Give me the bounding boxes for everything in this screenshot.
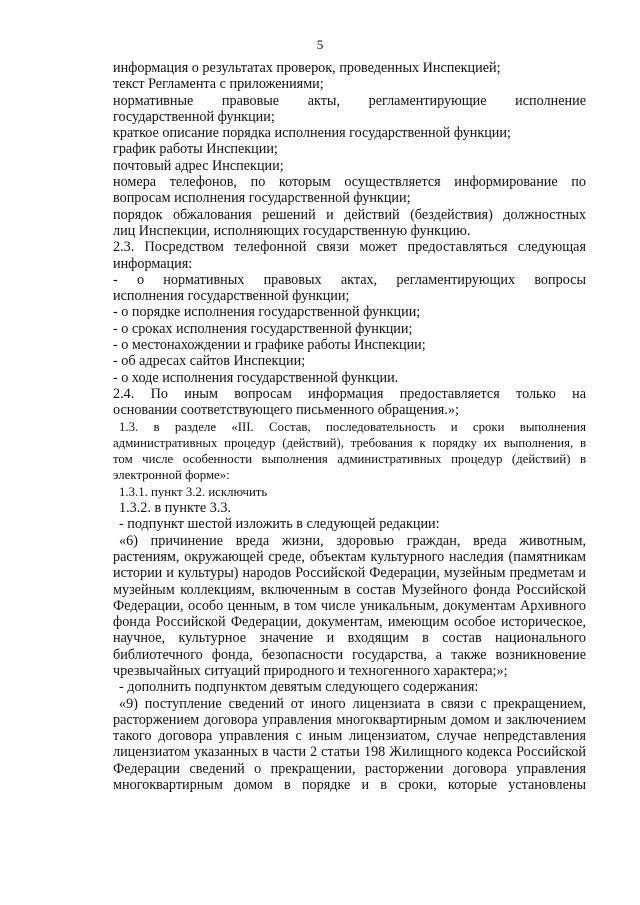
text-line: электронной форме»: — [113, 468, 230, 483]
text-line: - о ходе исполнения государственной функции. — [113, 369, 399, 386]
text-line: 1.3.1. пункт 3.2. исключить — [119, 484, 268, 499]
text-line: растениям, окружающей среде, объектам культурного наследия (памятникам — [113, 548, 586, 565]
text-line: библиотечного фонда, безопасности государства, а также возникновение — [113, 646, 586, 663]
text-line: лицензиатом указанных в части 2 статьи 198 Жилищного кодекса Российской — [113, 744, 586, 761]
text-line: истории и культуры) народов Российской Федерации, музейным предметам и — [113, 565, 586, 582]
text-line: текст Регламента с приложениями; — [113, 76, 324, 93]
text-line: - о порядке исполнения государственной функции; — [113, 304, 421, 321]
text-line: порядок обжалования решений и действий (бездействия) должностных — [113, 206, 586, 223]
text-line: музейным коллекциям, включенным в состав Музейного фонда Российской — [113, 581, 586, 598]
text-line: краткое описание порядка исполнения государственной функции; — [113, 125, 511, 142]
text-line: - дополнить подпунктом девятым следующего содержания: — [119, 679, 479, 696]
text-line: вопросам исполнения государственной функции; — [113, 190, 411, 207]
text-line: 1.3. в разделе «III. Состав, последовательность и сроки выполнения — [119, 419, 586, 434]
text-line: 2.4. По иным вопросам информация предоставляется только на — [113, 385, 586, 402]
text-line: расторжением договора управления многоквартирным домом и заключением — [113, 711, 586, 728]
text-line: - о нормативных правовых актах, регламентирующих вопросы — [113, 271, 586, 288]
text-line: почтовый адрес Инспекции; — [113, 157, 284, 174]
text-line: - подпункт шестой изложить в следующей редакции: — [119, 516, 440, 533]
text-line: - о местонахождении и графике работы Инспекции; — [113, 337, 426, 354]
text-line: научное, культурное значение и входящим в состав национального — [113, 630, 586, 647]
text-line: график работы Инспекции; — [113, 141, 278, 158]
text-line: административных процедур (действий), требования к порядку их выполнения, в — [113, 435, 586, 450]
body-text — [113, 60, 586, 793]
text-line: 1.3.2. в пункте 3.3. — [119, 500, 232, 517]
text-line: 2.3. Посредством телефонной связи может предоставляться следующая — [113, 239, 586, 256]
text-line: чрезвычайных ситуаций природного и техногенного характера;»; — [113, 662, 508, 679]
text-line: основании соответствующего письменного обращения.»; — [113, 402, 459, 419]
text-line: - об адресах сайтов Инспекции; — [113, 353, 306, 370]
text-line: том числе особенности выполнения административных процедур (действий) в — [113, 452, 586, 467]
text-line: нормативные правовые акты, регламентирующие исполнение — [113, 92, 586, 109]
text-line: Федерации, особо ценным, в том числе уникальным, документам Архивного — [113, 597, 586, 614]
text-line: номера телефонов, по которым осуществляется информирование по — [113, 174, 586, 191]
text-line: информация о результатах проверок, проведенных Инспекцией; — [113, 60, 501, 76]
text-line: информация: — [113, 255, 193, 272]
text-line: многоквартирным домом в порядке и в сроки, которые установлены — [113, 777, 586, 794]
page-number: 5 — [316, 37, 324, 52]
text-line: - о сроках исполнения государственной функции; — [113, 320, 413, 337]
text-line: «6) причинение вреда жизни, здоровью граждан, вреда животным, — [119, 532, 586, 549]
text-line: государственной функции; — [113, 108, 275, 125]
text-line: Федерации сведений о прекращении, расторжении договора управления — [113, 760, 586, 777]
text-line: лиц Инспекции, исполняющих государственную функцию. — [113, 222, 471, 239]
text-line: «9) поступление сведений от иного лицензиата в связи с прекращением, — [119, 695, 586, 712]
text-line: фонда Российской Федерации, документам, имеющим особое историческое, — [113, 614, 586, 631]
text-line: такого договора управления с иным лицензиатом, случае непредставления — [113, 728, 586, 745]
text-line: исполнения государственной функции; — [113, 288, 350, 305]
